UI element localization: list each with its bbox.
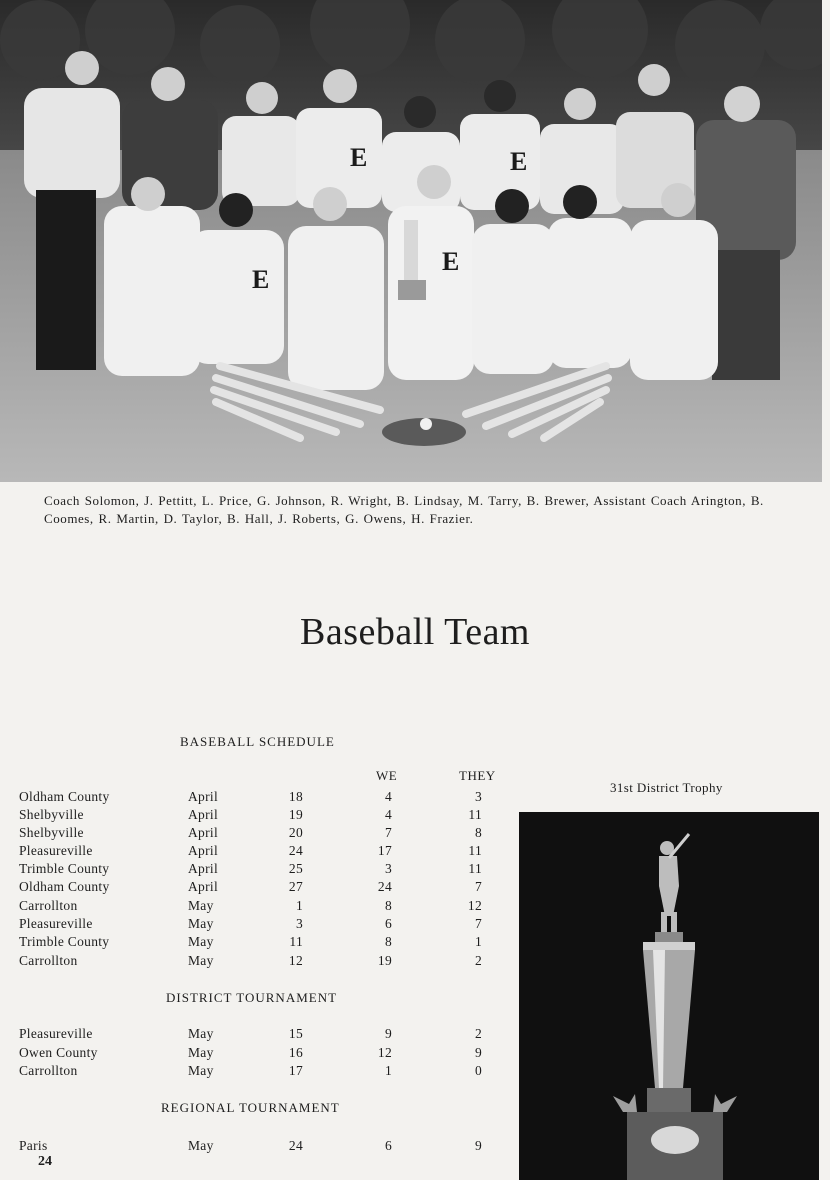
day: 27 bbox=[288, 879, 303, 894]
schedule-row bbox=[0, 1063, 520, 1081]
month: May bbox=[188, 1063, 214, 1078]
opponent: Pleasureville bbox=[19, 1026, 93, 1041]
score-we: 24 bbox=[377, 879, 392, 894]
schedule-row bbox=[0, 1138, 520, 1156]
regional-tournament-heading: REGIONAL TOURNAMENT bbox=[161, 1100, 340, 1115]
opponent: Carrollton bbox=[19, 953, 78, 968]
opponent: Trimble County bbox=[19, 934, 110, 949]
month: April bbox=[188, 825, 218, 840]
schedule-heading: BASEBALL SCHEDULE bbox=[180, 734, 335, 749]
column-header-we: WE bbox=[376, 768, 398, 783]
day: 11 bbox=[289, 934, 303, 949]
opponent: Carrollton bbox=[19, 1063, 78, 1078]
score-they: 7 bbox=[474, 916, 482, 931]
month: April bbox=[188, 789, 218, 804]
score-they: 7 bbox=[474, 879, 482, 894]
trophy-illustration bbox=[519, 812, 819, 1180]
opponent: Oldham County bbox=[19, 789, 110, 804]
month: April bbox=[188, 843, 218, 858]
day: 3 bbox=[295, 916, 303, 931]
score-we: 6 bbox=[384, 1138, 392, 1153]
schedule-row bbox=[0, 953, 520, 971]
schedule-row bbox=[0, 1026, 520, 1044]
month: May bbox=[188, 916, 214, 931]
batter-figurine bbox=[659, 834, 689, 934]
column-header-they: THEY bbox=[459, 768, 496, 783]
score-we: 3 bbox=[384, 861, 392, 876]
day: 18 bbox=[288, 789, 303, 804]
schedule-row bbox=[0, 1045, 520, 1063]
opponent: Oldham County bbox=[19, 879, 110, 894]
month: May bbox=[188, 934, 214, 949]
score-they: 3 bbox=[474, 789, 482, 804]
page-title: Baseball Team bbox=[299, 611, 530, 653]
schedule-row bbox=[0, 843, 520, 861]
team-photo bbox=[0, 0, 822, 482]
score-we: 4 bbox=[384, 789, 392, 804]
schedule-row bbox=[0, 807, 520, 825]
score-they: 9 bbox=[474, 1045, 482, 1060]
month: April bbox=[188, 861, 218, 876]
opponent: Carrollton bbox=[19, 898, 78, 913]
score-they: 11 bbox=[468, 843, 482, 858]
score-they: 2 bbox=[474, 953, 482, 968]
score-they: 8 bbox=[474, 825, 482, 840]
score-we: 19 bbox=[377, 953, 392, 968]
day: 1 bbox=[295, 898, 303, 913]
day: 25 bbox=[288, 861, 303, 876]
score-we: 17 bbox=[377, 843, 392, 858]
schedule-row bbox=[0, 898, 520, 916]
month: April bbox=[188, 807, 218, 822]
schedule-row bbox=[0, 916, 520, 934]
score-they: 9 bbox=[474, 1138, 482, 1153]
score-we: 4 bbox=[384, 807, 392, 822]
score-we: 1 bbox=[384, 1063, 392, 1078]
month: May bbox=[188, 1138, 214, 1153]
day: 24 bbox=[288, 1138, 303, 1153]
schedule-row bbox=[0, 861, 520, 879]
score-we: 7 bbox=[384, 825, 392, 840]
score-we: 9 bbox=[384, 1026, 392, 1041]
day: 24 bbox=[288, 843, 303, 858]
day: 16 bbox=[288, 1045, 303, 1060]
schedule-row bbox=[0, 934, 520, 952]
score-they: 0 bbox=[474, 1063, 482, 1078]
photo-caption: Coach Solomon, J. Pettitt, L. Price, G. Johnson, R. Wright, B. Lindsay, M. Tarry, B. Brewer, Assistant Coach Arington, B. Coomes, R. Martin, D. Taylor, B. Hall, J. Roberts, G. Owens, H. Frazier. bbox=[44, 493, 764, 526]
opponent: Owen County bbox=[19, 1045, 98, 1060]
district-tournament-heading: DISTRICT TOURNAMENT bbox=[166, 990, 338, 1005]
score-we: 6 bbox=[384, 916, 392, 931]
trophy-photo bbox=[519, 812, 819, 1180]
opponent: Paris bbox=[19, 1138, 48, 1153]
month: May bbox=[188, 1045, 214, 1060]
month: April bbox=[188, 879, 218, 894]
schedule-row bbox=[0, 789, 520, 807]
day: 12 bbox=[288, 953, 303, 968]
page-number: 24 bbox=[38, 1154, 52, 1169]
month: May bbox=[188, 953, 214, 968]
score-they: 12 bbox=[467, 898, 482, 913]
score-they: 11 bbox=[468, 861, 482, 876]
opponent: Trimble County bbox=[19, 861, 110, 876]
jersey-letter: E bbox=[350, 143, 368, 172]
day: 15 bbox=[288, 1026, 303, 1041]
jersey-letter: E bbox=[252, 265, 270, 294]
schedule-row bbox=[0, 825, 520, 843]
trophy-column bbox=[643, 950, 695, 1088]
schedule-row bbox=[0, 879, 520, 897]
opponent: Pleasureville bbox=[19, 843, 93, 858]
jersey-letter: E bbox=[510, 147, 528, 176]
score-we: 8 bbox=[384, 934, 392, 949]
opponent: Pleasureville bbox=[19, 916, 93, 931]
day: 20 bbox=[288, 825, 303, 840]
score-they: 1 bbox=[474, 934, 482, 949]
month: May bbox=[188, 898, 214, 913]
day: 17 bbox=[288, 1063, 303, 1078]
score-we: 12 bbox=[377, 1045, 392, 1060]
jersey-letter: E bbox=[442, 247, 460, 276]
score-they: 11 bbox=[468, 807, 482, 822]
month: May bbox=[188, 1026, 214, 1041]
score-we: 8 bbox=[384, 898, 392, 913]
opponent: Shelbyville bbox=[19, 825, 84, 840]
trophy-caption: 31st District Trophy bbox=[610, 780, 723, 795]
opponent: Shelbyville bbox=[19, 807, 84, 822]
baseball-emblem bbox=[651, 1126, 699, 1154]
team-photo-illustration bbox=[0, 0, 822, 482]
day: 19 bbox=[288, 807, 303, 822]
score-they: 2 bbox=[474, 1026, 482, 1041]
baseball bbox=[420, 418, 432, 430]
